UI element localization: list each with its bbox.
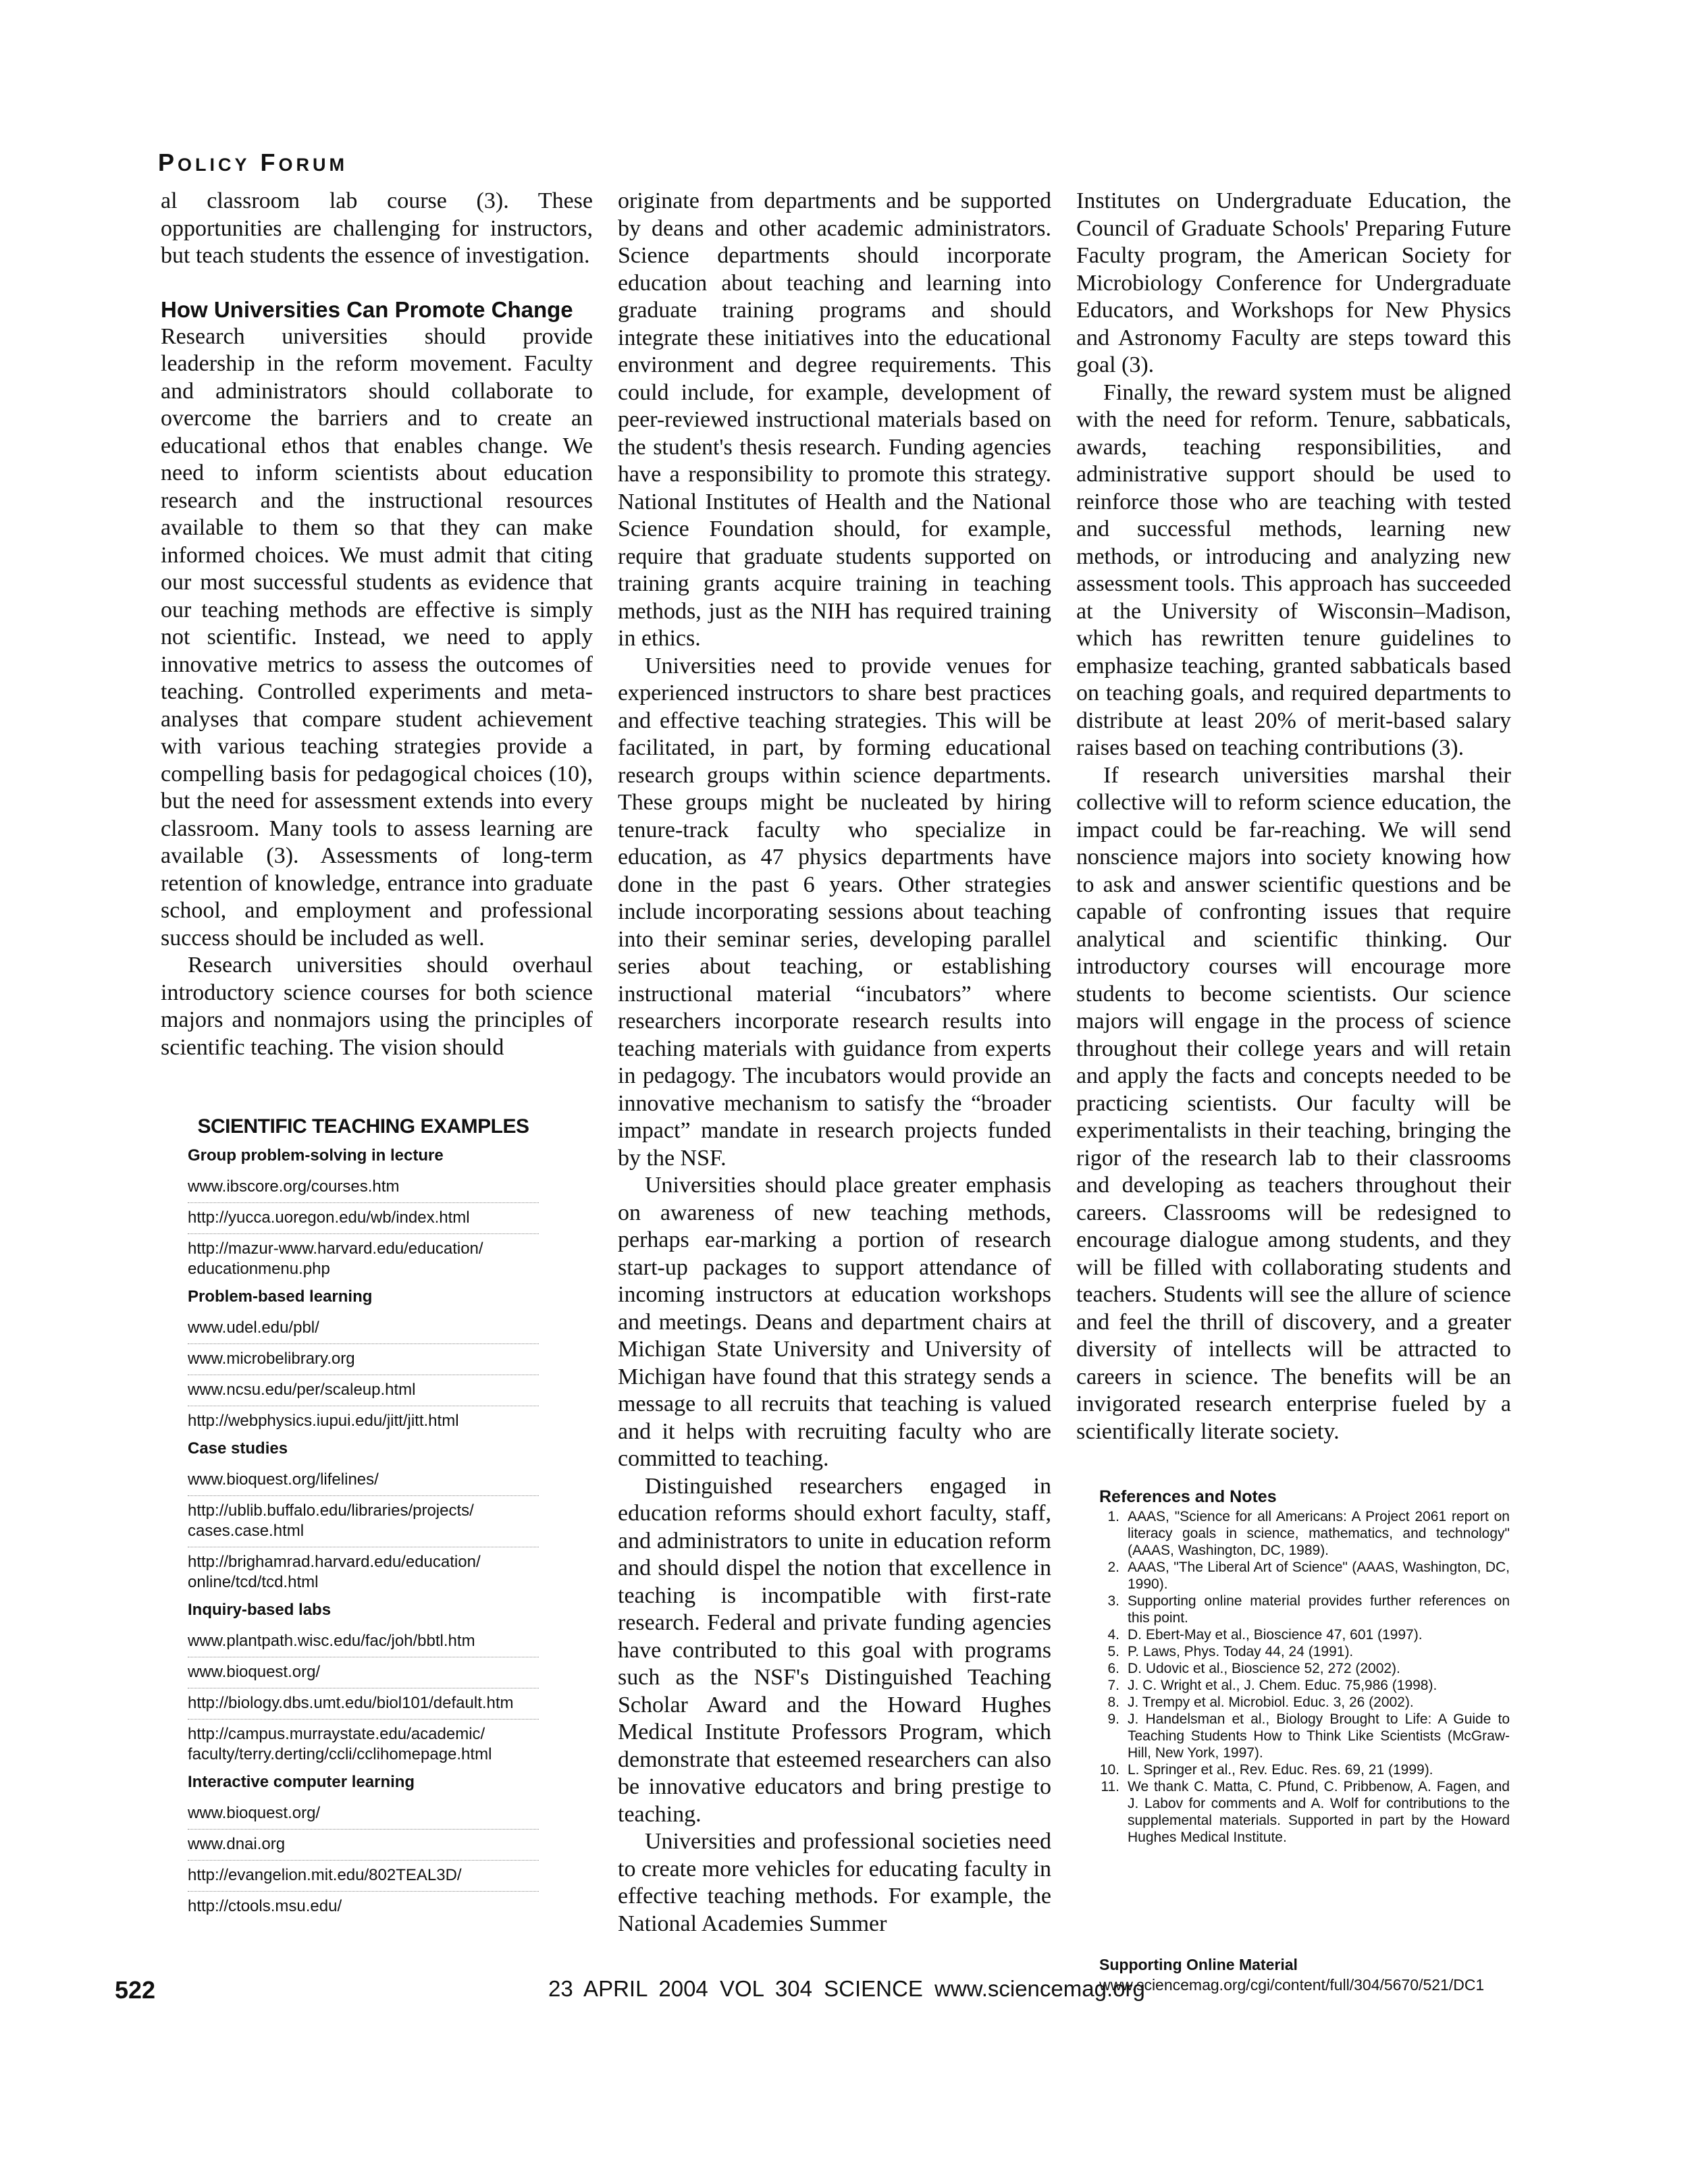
supporting-heading: Supporting Online Material: [1099, 1956, 1298, 1973]
paragraph-societies: Universities and professional societies need to create more vehicles for educating faculty in effective teaching methods. For example, the National Academies Summer: [618, 1829, 1051, 1936]
reference-item: [1099, 1677, 1510, 1694]
reference-text: D. Ebert-May et al., Bioscience 47, 601 (1997).: [1128, 1627, 1423, 1643]
sidebar-category: Inquiry-based labs: [188, 1601, 332, 1619]
sidebar-url: www.dnai.org: [188, 1830, 539, 1861]
reference-item: [1099, 1778, 1510, 1846]
reference-item: [1099, 1711, 1510, 1761]
references-list: [1099, 1508, 1510, 1846]
paragraph-continued: Institutes on Undergraduate Education, the Council of Graduate Schools' Preparing Future Faculty program, the American Society for Microbiology Conference for Undergraduate Educators, and Workshops for New Physics and Astronomy Faculty are steps toward this goal (3).: [1076, 188, 1511, 377]
reference-text: AAAS, "Science for all Americans: A Project 2061 report on literacy goals in science, mathematics, and technology" (AAAS, Washington, DC, 1989).: [1128, 1509, 1510, 1558]
sidebar-title: SCIENTIFIC TEACHING EXAMPLES: [197, 1115, 529, 1138]
paragraph-venues: Universities need to provide venues for experienced instructors to share best practices and effective teaching strategies. This will be facilitated, in part, by forming educational research groups within science departments. These groups might be nucleated by hiring tenure-track faculty who specialize in education, as 47 physics departments have done in the past 6 years. Other strategies include incorporating sessions about teaching into their seminar series, developing parallel series about teaching, or establishing instructional material “incubators” where researchers incorporate research results into teaching materials with guidance from experts in pedagogy. The incubators would provide an innovative mechanism to satisfy the “broader impact” mandate in research projects funded by the NSF.: [618, 653, 1051, 1171]
reference-text: L. Springer et al., Rev. Educ. Res. 69, 21 (1999).: [1128, 1762, 1433, 1778]
reference-item: [1099, 1694, 1510, 1711]
reference-number: 9.: [1107, 1711, 1119, 1727]
column-1: [161, 188, 593, 1061]
page-number: 522: [115, 1976, 156, 2004]
paragraph-reward: Finally, the reward system must be aligned with the need for reform. Tenure, sabbaticals, awards, teaching responsibilities, and administrative support should be used to reinforce those who are teaching with tested and successful methods, learning new methods, or introducing and analyzing new assessment tools. This approach has succeeded at the University of Wisconsin–Madison, which has rewritten tenure guidelines to emphasize teaching, granted sabbaticals based on teaching goals, and required departments to distribute at least 20% of merit-based salary raises based on teaching contributions (3).: [1076, 379, 1511, 760]
section-letter-f: F: [260, 149, 279, 176]
reference-item: [1099, 1761, 1510, 1778]
paragraph-continued: originate from departments and be supported by deans and other academic administrators. Science departments should incorporate education about teaching and learning into graduate training programs and should integrate these initiatives into the educational environment and degree requirements. This could include, for example, development of peer-reviewed instructional materials based on the student's thesis research. Funding agencies have a responsibility to promote this strategy. National Institutes of Health and the National Science Foundation should, for example, require that graduate students supported on training grants acquire training in teaching methods, just as the NIH has required training in ethics.: [618, 188, 1051, 651]
reference-item: [1099, 1626, 1510, 1643]
reference-item: [1099, 1593, 1510, 1626]
sidebar-url: www.ncsu.edu/per/scaleup.html: [188, 1375, 539, 1406]
section-letter-p: P: [158, 149, 178, 176]
sidebar-url: http://yucca.uoregon.edu/wb/index.html: [188, 1203, 539, 1234]
column-2: [618, 188, 1051, 1938]
reference-number: 6.: [1107, 1661, 1119, 1676]
reference-number: 2.: [1107, 1560, 1119, 1575]
reference-number: 8.: [1107, 1695, 1119, 1710]
reference-item: [1099, 1559, 1510, 1593]
sidebar-url: www.plantpath.wisc.edu/fac/joh/bbtl.htm: [188, 1626, 539, 1657]
sidebar-url: http://brighamrad.harvard.edu/education/ online/tcd/tcd.html: [188, 1553, 481, 1591]
reference-text: We thank C. Matta, C. Pfund, C. Pribbenow, A. Fagen, and J. Labov for comments and A. Wolf for contributions to the supplemental materials. Supported in part by the Howard Hughes Medical Institute.: [1128, 1779, 1510, 1845]
paragraph-continued: al classroom lab course (3). These opportunities are challenging for instructors, but teach students the essence of investigation.: [161, 188, 593, 268]
paragraph-overhaul: Research universities should overhaul introductory science courses for both science majors and nonmajors using the principles of scientific teaching. The vision should: [161, 953, 593, 1060]
references-heading: References and Notes: [1099, 1487, 1277, 1506]
sidebar-category: Problem-based learning: [188, 1287, 373, 1306]
reference-number: 5.: [1107, 1644, 1119, 1659]
reference-text: J. Handelsman et al., Biology Brought to Life: A Guide to Teaching Students How to Think Like Scientists (McGraw-Hill, New York, 1997).: [1128, 1711, 1510, 1761]
reference-number: 7.: [1107, 1678, 1119, 1693]
reference-text: AAAS, "The Liberal Art of Science" (AAAS, Washington, DC, 1990).: [1128, 1560, 1510, 1592]
sidebar-url: http://campus.murraystate.edu/academic/ faculty/terry.derting/ccli/cclihomepage.html: [188, 1725, 492, 1763]
sidebar-category: Case studies: [188, 1439, 288, 1458]
sidebar-url: http://webphysics.iupui.edu/jitt/jitt.html: [188, 1412, 459, 1430]
sidebar-url: http://biology.dbs.umt.edu/biol101/default.htm: [188, 1688, 539, 1720]
supporting-url: www.sciencemag.org/cgi/content/full/304/5670/521/DC1: [1099, 1976, 1485, 1994]
sidebar-category: Group problem-solving in lecture: [188, 1146, 444, 1165]
reference-number: 11.: [1101, 1779, 1119, 1794]
paragraph-emphasis: Universities should place greater emphasis on awareness of new teaching methods, perhaps ear-marking a portion of research start-up packages to support attendance of incoming instructors at education workshops and meetings. Deans and department chairs at Michigan State University and University of Michigan have found that this strategy sends a message to all recruits that teaching is valued and it helps with recruiting faculty who are committed to teaching.: [618, 1173, 1051, 1471]
reference-text: Supporting online material provides further references on this point.: [1128, 1593, 1510, 1626]
reference-number: 1.: [1107, 1509, 1119, 1524]
section-word-olicy: OLICY: [178, 155, 250, 175]
sidebar-category: Interactive computer learning: [188, 1773, 415, 1791]
issue-info: 23 APRIL 2004 VOL 304 SCIENCE www.sciencemag.org: [548, 1976, 1145, 2001]
section-header: [158, 149, 348, 177]
reference-item: [1099, 1508, 1510, 1559]
examples-sidebar: [188, 1115, 539, 1922]
section-word-orum: ORUM: [278, 155, 348, 175]
sidebar-url: http://ctools.msu.edu/: [188, 1897, 342, 1915]
section-heading: How Universities Can Promote Change: [161, 296, 573, 322]
sidebar-url: www.bioquest.org/: [188, 1799, 539, 1830]
supporting-material: [1099, 1954, 1518, 1995]
reference-item: [1099, 1660, 1510, 1677]
reference-number: 4.: [1107, 1627, 1119, 1643]
reference-number: 3.: [1107, 1593, 1119, 1609]
paragraph-marshal: If research universities marshal their collective will to reform science education, the impact could be far-reaching. We will send nonscience majors into society knowing how to ask and answer scientific questions and be capable of confronting issues that require analytical and scientific thinking. Our introductory courses will encourage more students to become scientists. Our science majors will engage in the process of science throughout their college years and will retain and apply the facts and concepts needed to be practicing scientists. Our faculty will be experimentalists in their teaching, bringing the rigor of the research lab to their classrooms and developing as teachers throughout their careers. Classrooms will be redesigned to encourage dialogue among students, and they will be filled with collaborating students and teachers. Students will see the allure of science and feel the thrill of discovery, and a greater diversity of intellects will be attracted to careers in science. The benefits will be an invigorated research enterprise fueled by a scientifically literate society.: [1076, 762, 1511, 1444]
sidebar-url: http://evangelion.mit.edu/802TEAL3D/: [188, 1861, 539, 1892]
sidebar-url: www.bioquest.org/: [188, 1657, 539, 1688]
reference-number: 10.: [1099, 1762, 1119, 1778]
sidebar-url: www.ibscore.org/courses.htm: [188, 1172, 539, 1203]
reference-text: J. Trempy et al. Microbiol. Educ. 3, 26 (2002).: [1128, 1695, 1414, 1710]
reference-text: P. Laws, Phys. Today 44, 24 (1991).: [1128, 1644, 1354, 1659]
sidebar-url: www.bioquest.org/lifelines/: [188, 1465, 539, 1496]
reference-item: [1099, 1643, 1510, 1660]
column-3: [1076, 188, 1511, 1445]
references-section: [1099, 1489, 1510, 1846]
sidebar-url: http://mazur-www.harvard.edu/education/ educationmenu.php: [188, 1240, 483, 1278]
paragraph-research: Research universities should provide leadership in the reform movement. Faculty and administrators should collaborate to overcome the barriers and to create an educational ethos that enables change. We need to inform scientists about education research and the instructional resources available to them so that they can make informed choices. We must admit that citing our most successful students as evidence that our teaching methods are effective is simply not scientific. Instead, we need to apply innovative metrics to assess the outcomes of teaching. Controlled experiments and meta-analyses that compare student achievement with various teaching strategies provide a compelling basis for pedagogical choices (10), but the need for assessment extends into every classroom. Many tools to assess learning are available (3). Assessments of long-term retention of knowledge, entrance into graduate school, and employment and professional success should be included as well.: [161, 323, 593, 951]
sidebar-url: http://ublib.buffalo.edu/libraries/projects/ cases.case.html: [188, 1496, 539, 1547]
reference-text: J. C. Wright et al., J. Chem. Educ. 75,986 (1998).: [1128, 1678, 1438, 1693]
reference-text: D. Udovic et al., Bioscience 52, 272 (2002).: [1128, 1661, 1400, 1676]
sidebar-url: www.microbelibrary.org: [188, 1344, 539, 1375]
paragraph-distinguished: Distinguished researchers engaged in education reforms should exhort faculty, staff, and administrators to unite in education reform and should dispel the notion that excellence in teaching is incompatible with first-rate research. Federal and private funding agencies have contributed to this goal with programs such as the NSF's Distinguished Teaching Scholar Award and the Howard Hughes Medical Institute Professors Program, which demonstrate that esteemed researchers can also be innovative educators and bring prestige to teaching.: [618, 1473, 1051, 1827]
sidebar-url: www.udel.edu/pbl/: [188, 1313, 539, 1344]
